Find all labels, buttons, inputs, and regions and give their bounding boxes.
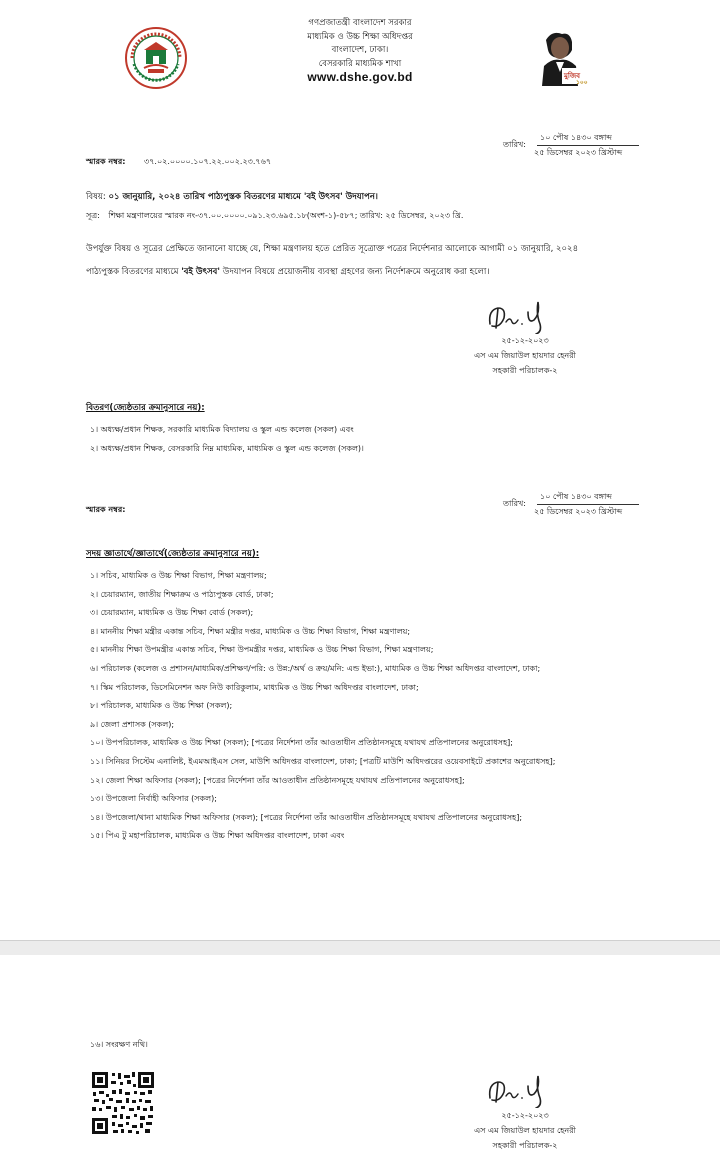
location: বাংলাদেশ, ঢাকা।: [331, 45, 389, 55]
signatory-name: এস এম জিয়াউল হায়দার হেনরী: [474, 1126, 576, 1135]
date-label: তারিখ:: [503, 499, 526, 508]
branch-name: বেসরকারি মাধ্যমিক শাখা: [318, 58, 402, 69]
memo-number-1: [86, 157, 271, 167]
body-line-2-start: পাঠ্যপুস্তক বিতরণের মাধ্যমে: [86, 267, 182, 277]
list-item-16: ১৬। সংরক্ষণ নথি।: [90, 1040, 148, 1049]
page-separator: [0, 940, 720, 956]
list-item: ৮। পরিচালক, মাধ্যমিক ও উচ্চ শিক্ষা (সকল);: [90, 701, 233, 711]
distribution-list: [90, 420, 364, 458]
memo-label: স্মারক নম্বর:: [86, 157, 126, 166]
copy-to-list: [90, 567, 570, 846]
signature-block-2: [455, 1108, 595, 1153]
govt-name: গণপ্রজাতন্ত্রী বাংলাদেশ সরকার: [308, 18, 412, 28]
memo-label: স্মারক নম্বর:: [86, 505, 126, 514]
memo-number-2: [86, 505, 125, 515]
list-item: ২। অধ্যক্ষ/প্রধান শিক্ষক, বেসরকারি নিম্ন মাধ্যমিক, মাধ্যমিক ও স্কুল এন্ড কলেজ (সকল)।: [90, 444, 364, 453]
signature-image: [484, 1068, 554, 1108]
list-item: ১২। জেলা শিক্ষা অফিসার (সকল); [পত্রের নির্দেশনা তাঁর আওতাধীন প্রতিষ্ঠানসমূহে যথাযথ প্রতিপালনের অনুরোধসহ];: [90, 775, 465, 785]
date-english: ২৫ ডিসেম্বর ২০২৩ খ্রিস্টাব্দ: [534, 148, 623, 157]
copy-to-title: সদয় জ্ঞাতার্থে/জ্ঞাতার্থে(জ্যেষ্ঠতার ক্রমানুসারে নয়):: [86, 549, 260, 559]
signature-block-1: [455, 333, 595, 378]
list-item: ৭। স্কিম পরিচালক, ডিসেমিনেশন অফ নিউ কারিকুলাম, মাধ্যমিক ও উচ্চ শিক্ষা অধিদপ্তর বাংলাদেশ, ঢাকা;: [90, 682, 419, 692]
website-link[interactable]: www.dshe.gov.bd: [307, 70, 413, 84]
date-bangla: ১০ পৌষ ১৪৩০ বঙ্গাব্দ: [540, 133, 612, 142]
signatory-designation: সহকারী পরিচালক-২: [492, 1141, 558, 1150]
body-line-2-bold: 'বই উৎসব': [181, 267, 221, 277]
list-item: ৫। মাননীয় শিক্ষা উপমন্ত্রীর একান্ত সচিব, শিক্ষা উপমন্ত্রীর দপ্তর, মাধ্যমিক ও উচ্চ শিক্ষা বিভাগ, শিক্ষা মন্ত্রণালয়;: [90, 645, 434, 655]
list-item: ১০। উপপরিচালক, মাধ্যমিক ও উচ্চ শিক্ষা (সকল); [পত্রের নির্দেশনা তাঁর আওতাধীন প্রতিষ্ঠানসমূহে যথাযথ প্রতিপালনের অনুরোধসহ];: [90, 738, 513, 748]
reference-text: শিক্ষা মন্ত্রণালয়ের স্মারক নং-৩৭.০০.০০০০.০৯১.২৩.৬৯৫.১৮(অংশ-১)-৫৮৭; তারিখ: ২৫ ডিসেম্বর, ২০২৩ খ্রি.: [108, 211, 464, 220]
list-item: ৩। চেয়ারম্যান, মাধ্যমিক ও উচ্চ শিক্ষা বোর্ড (সকল);: [90, 608, 254, 618]
dshe-seal-logo: [124, 26, 188, 90]
subject-label: বিষয়:: [86, 192, 106, 202]
svg-text:১০০: ১০০: [576, 79, 588, 86]
list-item: ১৪। উপজেলা/থানা মাধ্যমিক শিক্ষা অফিসার (সকল); [পত্রের নির্দেশনা তাঁর আওতাধীন প্রতিষ্ঠানসমূহে যথাযথ প্রতিপালনের অনুরোধসহ];: [90, 812, 523, 822]
list-item: ১১। সিনিয়র সিস্টেম এনালিষ্ট, ইএমআইএস সেল, মাউশি অধিদপ্তর বাংলাদেশ, ঢাকা; [পত্রটি মাউশি অধিদপ্তরের ওয়েবসাইটে প্রকাশের অনুরোধসহ];: [90, 756, 556, 766]
reference-label: সূত্র:: [86, 211, 100, 220]
letterhead: [240, 17, 480, 85]
signatory-designation: সহকারী পরিচালক-২: [492, 366, 558, 375]
body-line-2-end: উদযাপন বিষয়ে প্রয়োজনীয় ব্যবস্থা গ্রহণের জন্য নির্দেশক্রমে অনুরোধ করা হলো।: [220, 267, 490, 277]
list-item: ৯। জেলা প্রশাসক (সকল);: [90, 719, 175, 729]
directorate-name: মাধ্যমিক ও উচ্চ শিক্ষা অধিদপ্তর: [307, 31, 413, 42]
body-line-1: উপর্যুক্ত বিষয় ও সূত্রের প্রেক্ষিতে জানানো যাচ্ছে যে, শিক্ষা মন্ত্রণালয় হতে প্রেরিত সূত্রোক্ত পত্রের নির্দেশনার আলোকে আগামী ০১ জানুয়ারি, ২০২৪: [86, 244, 579, 254]
date-english: ২৫ ডিসেম্বর ২০২৩ খ্রিস্টাব্দ: [534, 507, 623, 516]
qr-code: [90, 1070, 156, 1136]
list-item: ২। চেয়ারম্যান, জাতীয় শিক্ষাক্রম ও পাঠ্যপুস্তক বোর্ড, ঢাকা;: [90, 589, 274, 599]
date-block-1: [503, 131, 663, 165]
signature-date: ২৫-১২-২০২৩: [501, 336, 549, 345]
date-label: তারিখ:: [503, 140, 526, 149]
svg-text:মুজিব: মুজিব: [564, 72, 581, 80]
memo-number-value: ৩৭.০২.০০০০.১০৭.২২.০০২.২৩.৭৬৭: [144, 157, 272, 166]
signatory-name: এস এম জিয়াউল হায়দার হেনরী: [474, 351, 576, 360]
date-bangla: ১০ পৌষ ১৪৩০ বঙ্গাব্দ: [540, 492, 612, 501]
list-item: ৪। মাননীয় শিক্ষা মন্ত্রীর একান্ত সচিব, শিক্ষা মন্ত্রীর দপ্তর, মাধ্যমিক ও উচ্চ শিক্ষা বিভাগ, শিক্ষা মন্ত্রণালয়;: [90, 626, 411, 636]
distribution-title: বিতরণ(জ্যেষ্ঠতার ক্রমানুসারে নয়):: [86, 403, 205, 413]
date-block-2: [503, 490, 663, 524]
signature-image: [484, 294, 554, 334]
list-item: ১৫। পিএ টু মহাপরিচালক, মাধ্যমিক ও উচ্চ শিক্ষা অধিদপ্তর বাংলাদেশ, ঢাকা এবং: [90, 831, 345, 841]
body-paragraph: [86, 238, 666, 284]
subject-text: ০১ জানুয়ারি, ২০২৪ তারিখ পাঠ্যপুস্তক বিতরণের মাধ্যমে 'বই উৎসব' উদযাপন।: [108, 192, 378, 202]
list-item: ১৩। উপজেলা নির্বাহী অফিসার (সকল);: [90, 794, 217, 804]
signature-date: ২৫-১২-২০২৩: [501, 1111, 549, 1120]
body-line-2: [86, 261, 666, 284]
portrait-emblem: [532, 28, 588, 86]
list-item: ১। সচিব, মাধ্যমিক ও উচ্চ শিক্ষা বিভাগ, শিক্ষা মন্ত্রণালয়;: [90, 571, 267, 580]
subject-line: [86, 192, 378, 203]
reference-line: [86, 211, 463, 221]
list-item: ৬। পরিচালক (কলেজ ও প্রশাসন/মাধ্যমিক/প্রশিক্ষণ/পরি: ও উন্ন:/অর্থ ও ক্রয়/মনি: এন্ড ইভা:), মাধ্যমিক ও উচ্চ শিক্ষা অধিদপ্তর বাংলাদেশ, ঢাকা;: [90, 663, 541, 673]
list-item: ১। অধ্যক্ষ/প্রধান শিক্ষক, সরকারি মাধ্যমিক বিদ্যালয় ও স্কুল এন্ড কলেজ (সকল) এবং: [90, 425, 354, 434]
